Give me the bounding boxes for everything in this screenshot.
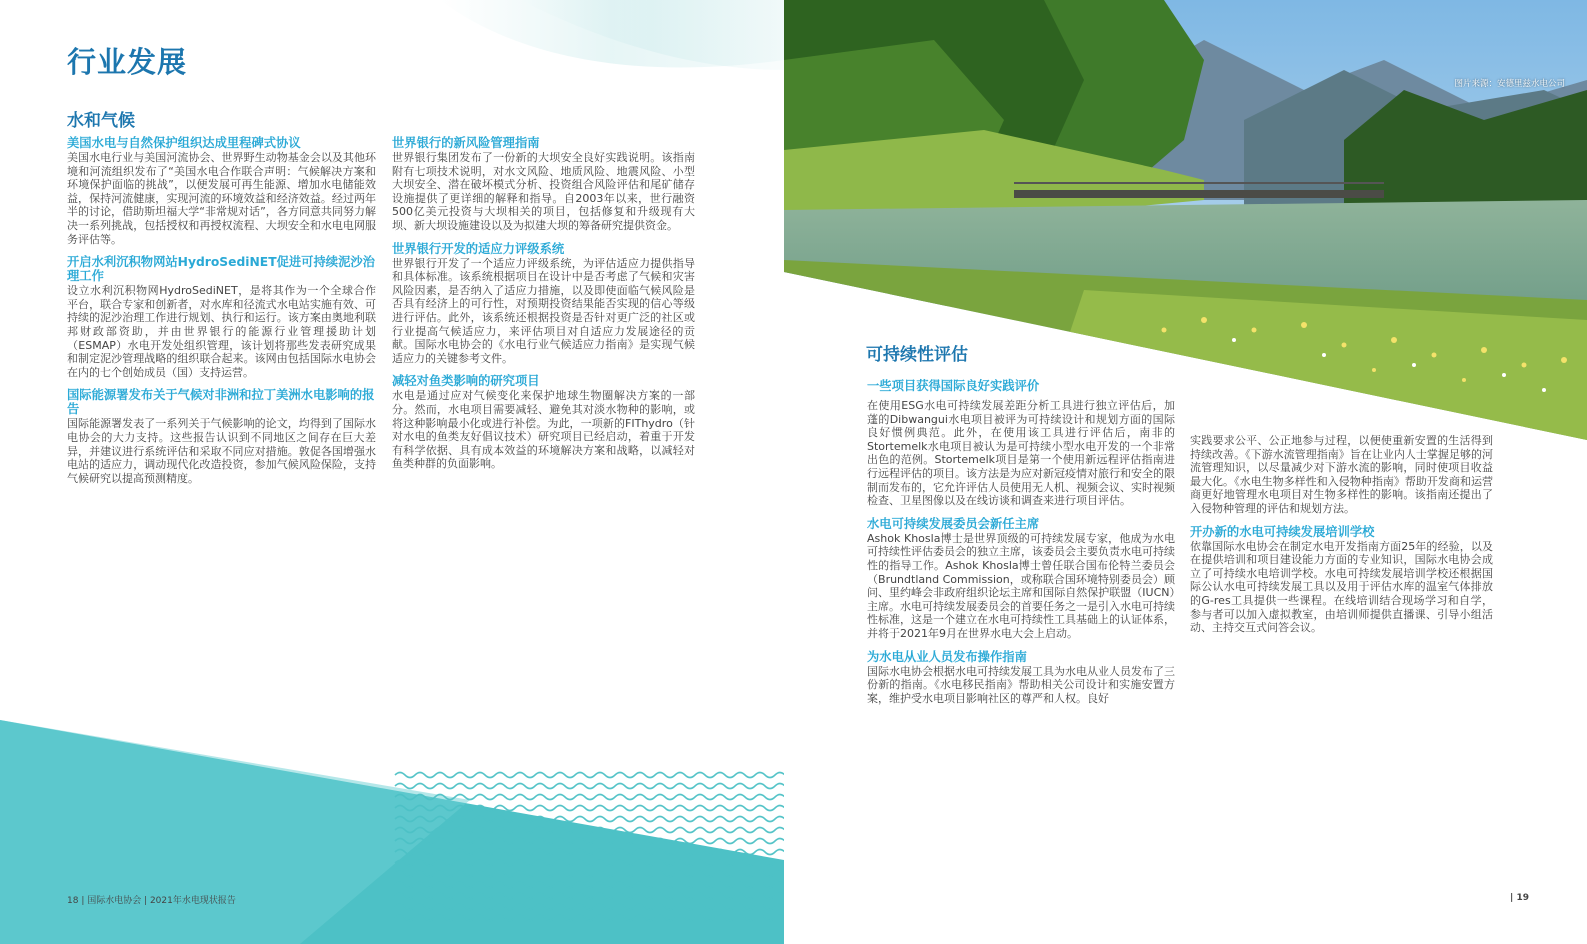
section-heading-sustainability: 可持续性评估: [866, 345, 968, 365]
article-body: 依靠国际水电协会在制定水电开发指南方面25年的经验，以及在提供培训和项目建设能力方面的专业知识，国际水电协会成立了可持续水电培训学校。水电可持续发展培训学校还根据国际公认水电可持续发展工具以及用于评估水库的温室气体排放的G-res工具提供一些课程。在线培训结合现场学习和自学，参与者可以加入虚拟教室，由培训师提供直播课、引导小组活动、主持交互式问答会议。: [1190, 539, 1493, 635]
article: [67, 388, 376, 485]
article-body: Ashok Khosla博士是世界顶级的可持续发展专家，他成为水电可持续性评估委员会的独立主席，该委员会主要负责水电可持续性的指导工作。Ashok Khosla博士曾任联合国布伦特兰委员会（Brundtland Commission，或称联合国环境特别委员会）顾问、里约峰会非政府组织论坛主席和国际自然保护联盟（IUCN）主席。水电可持续发展委员会的首要任务之一是引入水电可持续性标准，这是一个建立在水电可持续性工具基础上的认证体系，并将于2021年9月在世界水电大会上启动。: [867, 531, 1175, 640]
article: [392, 242, 695, 366]
article-heading: 开启水利沉积物网站HydroSediNET促进可持续泥沙治理工作: [67, 255, 375, 284]
page-footer-right: | 19: [1510, 893, 1529, 903]
article-heading: 为水电从业人员发布操作指南: [867, 649, 1027, 664]
article-body: 国际能源署发表了一系列关于气候影响的论文，均得到了国际水电协会的大力支持。这些报告认识到不同地区之间存在巨大差异，并建议进行系统评估和采取不同应对措施。敦促各国增强水电站的适应力，调动现代化改造投资，参加气候风险保险，支持气候研究以提高预测精度。: [67, 417, 376, 485]
article-heading: 国际能源署发布关于气候对非洲和拉丁美洲水电影响的报告: [67, 388, 375, 417]
article-body: 世界银行集团发布了一份新的大坝安全良好实践说明。该指南附有七项技术说明，对水文风险、地质风险、地震风险、小型大坝安全、潜在破坏模式分析、投资组合风险评估和尾矿储存设施提供了更详细的解释和指导。自2003年以来，世行融资500亿美元投资与大坝相关的项目，包括修复和升级现有大坝、新大坝设施建设以及为拟建大坝的筹备研究提供资金。: [392, 151, 695, 232]
wave-line: [395, 773, 784, 778]
right-column-2: [1190, 434, 1493, 644]
article: [67, 136, 376, 246]
section-heading-water-climate: 水和气候: [67, 111, 135, 131]
photo-credit: 图片来源：安德里兹水电公司: [1454, 79, 1565, 89]
left-column-1: [67, 136, 376, 494]
article: [867, 379, 1175, 508]
article-heading: 美国水电与自然保护组织达成里程碑式协议: [67, 136, 301, 150]
article: [67, 255, 376, 379]
article: [1190, 525, 1493, 635]
article: [392, 374, 695, 471]
wave-line: [395, 784, 784, 789]
article-body: 国际水电协会根据水电可持续发展工具为水电从业人员发布了三份新的指南。《水电移民指南》帮助相关公司设计和实施安置方案，维护受水电项目影响社区的尊严和人权。良好: [867, 664, 1175, 705]
article: [867, 517, 1175, 641]
right-column-1: [867, 379, 1175, 714]
article-body: 世界银行开发了一个适应力评级系统，为评估适应力提供指导和具体标准。该系统根据项目在设计中是否考虑了气候和灾害风险因素，是否纳入了适应力措施，以及即使面临气候风险是否具有经济上的可行性，对预期投资结果能否实现的信心等级进行评估。此外，该系统还根据投资是否针对更广泛的社区或行业提高气候适应力，来评估项目对自适应力发展途径的贡献。国际水电协会的《水电行业气候适应力指南》是实现气候适应力的关键参考文件。: [392, 256, 695, 365]
article-body: 设立水利沉积物网HydroSediNET，是将其作为一个全球合作平台，联合专家和创新者，对水库和径流式水电站实施有效、可持续的泥沙治理工作进行规划、执行和运行。该方案由奥地利联邦财政部资助，并由世界银行的能源行业管理援助计划（ESMAP）水电开发处组织管理，该计划将那些发表研究成果和制定泥沙管理战略的组织联合起来。该网由包括国际水电协会在内的七个创始成员（国）支持运营。: [67, 284, 376, 379]
article-body: 在使用ESG水电可持续发展差距分析工具进行独立评估后，加蓬的Dibwangui水电项目被评为可持续设计和规划方面的国际良好惯例典范。此外，在使用该工具进行评估后，南非的Stortemelk水电项目被认为是可持续小型水电开发的一个非常出色的范例。Stortemelk项目是第一个使用新远程评估指南进行远程评估的项目。该方法是为应对新冠疫情对旅行和安全的限制而发布的，它允许评估人员使用无人机、视频会议、实时视频检查、卫星图像以及在线访谈和调查来进行项目评估。: [867, 399, 1175, 508]
page-footer-left: 18 | 国际水电协会 | 2021年水电现状报告: [67, 896, 236, 906]
page-title: 行业发展: [67, 45, 188, 79]
article: [1190, 434, 1493, 516]
article-heading: 减轻对鱼类影响的研究项目: [392, 374, 540, 389]
article: [867, 650, 1175, 706]
article: [392, 136, 695, 233]
right-page: [784, 0, 1587, 944]
left-page: [0, 0, 784, 944]
article-heading: 世界银行开发的适应力评级系统: [392, 241, 565, 256]
article-body: 美国水电行业与美国河流协会、世界野生动物基金会以及其他环境和河流组织发布了“美国水电合作联合声明：气候解决方案和环境保护面临的挑战”，以便发展可再生能源、增加水电储能效益，保持河流健康，实现河流的环境效益和经济效益。经过两年半的讨论，借助斯坦福大学“非常规对话”，各方同意共同努力解决一系列挑战，包括授权和再授权流程、大坝安全和水电电网服务评估等。: [67, 151, 376, 246]
article-body: 实践要求公平、公正地参与过程，以便使重新安置的生活得到持续改善。《下游水流管理指南》旨在让业内人士掌握足够的河流管理知识，以尽量减少对下游水流的影响，同时使项目收益最大化。《水电生物多样性和入侵物种指南》帮助开发商和运营商更好地管理水电项目对生物多样性的影响。该指南还提出了入侵物种管理的评估和规划方法。: [1190, 434, 1493, 515]
article-heading: 一些项目获得国际良好实践评价: [867, 379, 1040, 393]
wave-line: [395, 795, 784, 800]
article-heading: 开办新的水电可持续发展培训学校: [1190, 524, 1375, 539]
article-heading: 水电可持续发展委员会新任主席: [867, 516, 1040, 531]
article-heading: 世界银行的新风险管理指南: [392, 136, 540, 150]
article-body: 水电是通过应对气候变化来保护地球生物圈解决方案的一部分。然而，水电项目需要减轻、避免其对淡水物种的影响，或将这种影响最小化或进行补偿。为此，一项新的FIThydro（针对水电的鱼类友好倡议技术）研究项目已经启动，着重于开发有科学依据、具有成本效益的环境解决方案和战略，以减轻对鱼类种群的负面影响。: [392, 389, 695, 471]
left-column-2: [392, 136, 695, 480]
